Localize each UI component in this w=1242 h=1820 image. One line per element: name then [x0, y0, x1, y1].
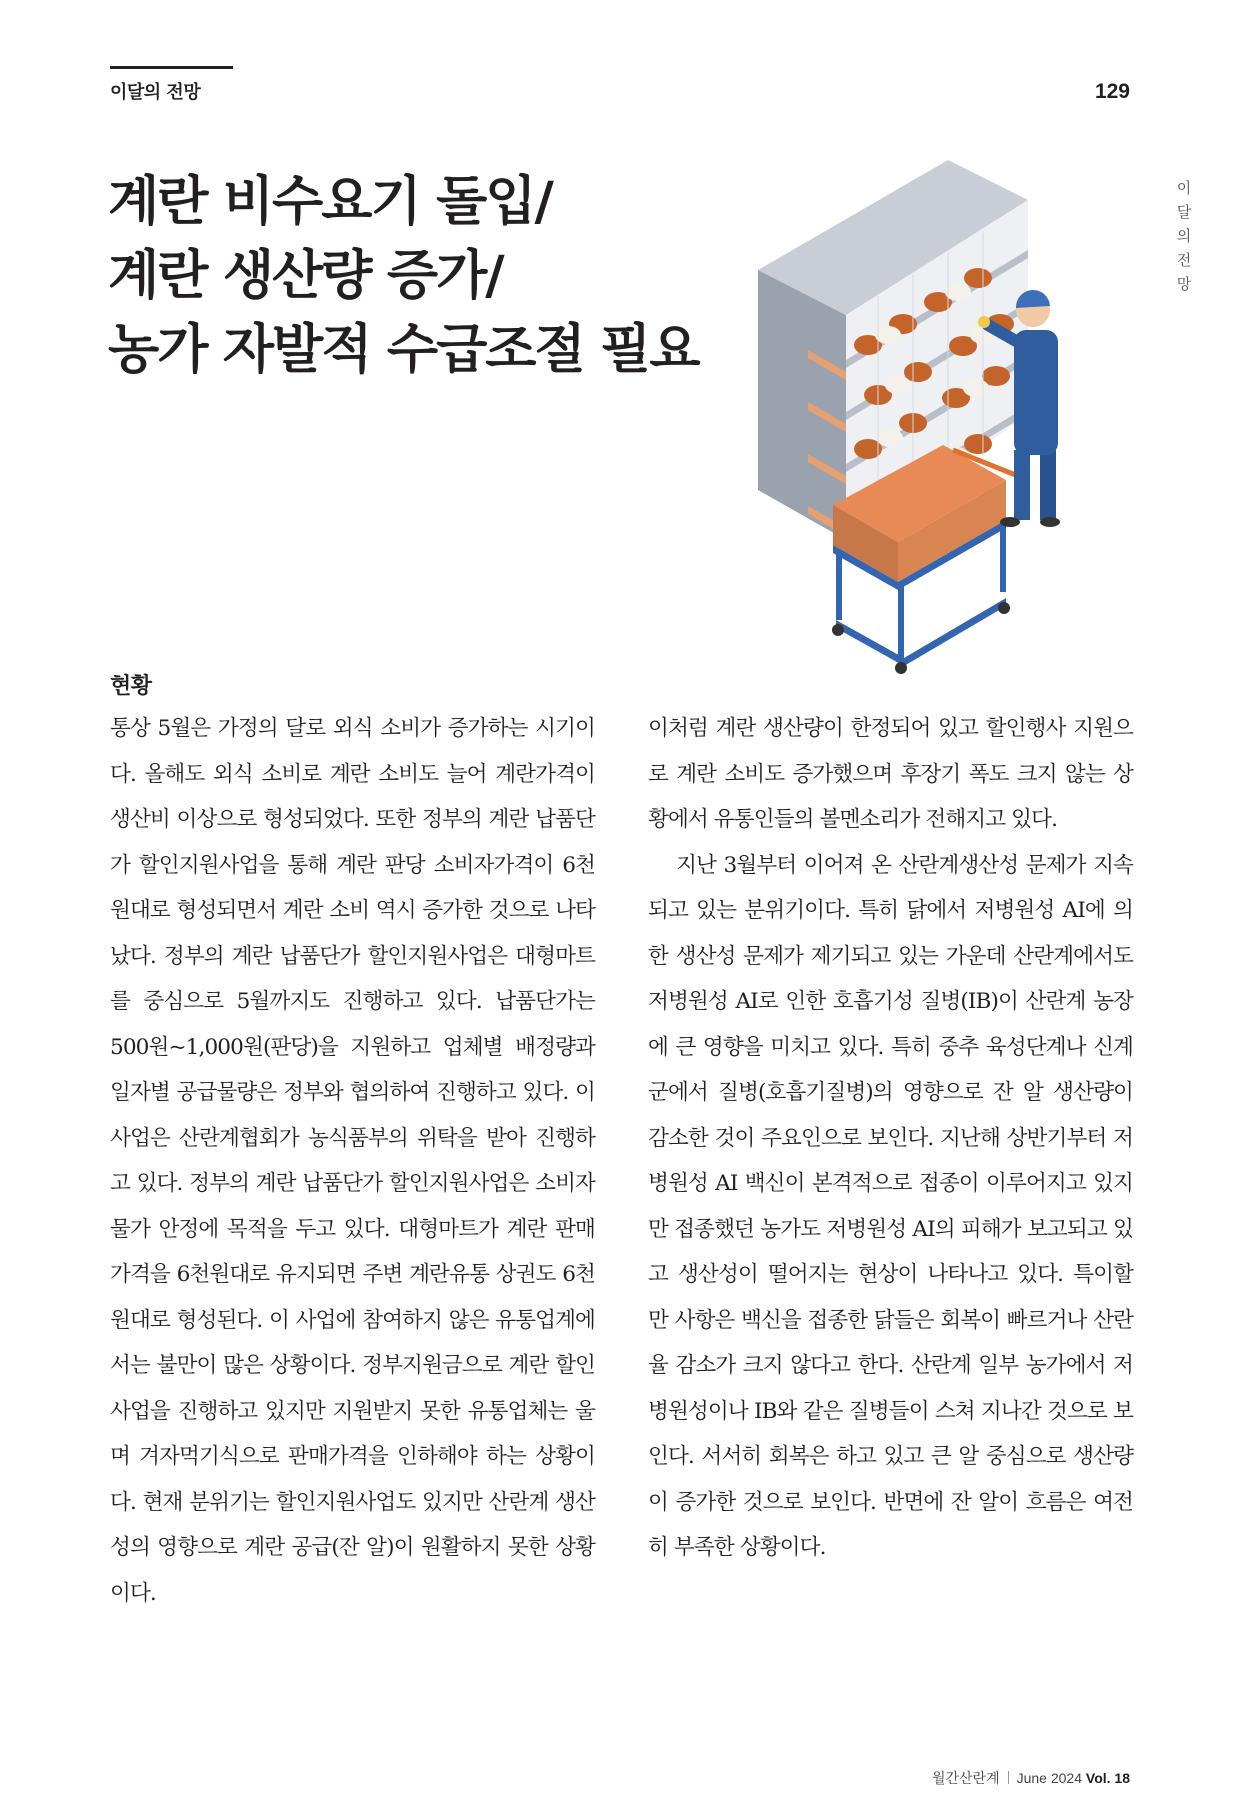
- poultry-farm-illustration: [738, 150, 1108, 685]
- section-subheading: 현황: [110, 674, 152, 699]
- volume-number: Vol. 18: [1085, 1770, 1130, 1786]
- body-column-right: [648, 706, 1133, 1571]
- body-paragraph: 통상 5월은 가정의 달로 외식 소비가 증가하는 시기이다. 올해도 외식 소비로 계란 소비도 늘어 계란가격이 생산비 이상으로 형성되었다. 또한 정부의 계란 납품단가 할인지원사업을 통해 계란 판당 소비자가격이 6천원대로 형성되면서 계란 소비 역시 증가한 것으로 나타났다. 정부의 계란 납품단가 할인지원사업은 대형마트를 중심으로 5월까지도 진행하고 있다. 납품단가는 500원~1,000원(판당)을 지원하고 업체별 배정량과 일자별 공급물량은 정부와 협의하여 진행하고 있다. 이 사업은 산란계협회가 농식품부의 위탁을 받아 진행하고 있다. 정부의 계란 납품단가 할인지원사업은 소비자 물가 안정에 목적을 두고 있다. 대형마트가 계란 판매가격을 6천원대로 유지되면 주변 계란유통 상권도 6천원대로 형성된다. 이 사업에 참여하지 않은 유통업계에서는 불만이 많은 상황이다. 정부지원금으로 계란 할인사업을 진행하고 있지만 지원받지 못한 유통업체는 울며 겨자먹기식으로 판매가격을 인하해야 하는 상황이다. 현재 분위기는 할인지원사업도 있지만 산란계 생산성의 영향으로 계란 공급(잔 알)이 원활하지 못한 상황이다.: [110, 716, 595, 1606]
- page-footer: [932, 1768, 1130, 1788]
- footer-divider: [1008, 1771, 1009, 1784]
- page-number: 129: [1094, 80, 1130, 103]
- body-paragraph: 이처럼 계란 생산량이 한정되어 있고 할인행사 지원으로 계란 소비도 증가했으며 후장기 폭도 크지 않는 상황에서 유통인들의 볼멘소리가 전해지고 있다.: [648, 716, 1133, 832]
- body-column-left: [110, 706, 595, 1616]
- body-paragraph: 지난 3월부터 이어져 온 산란계생산성 문제가 지속되고 있는 분위기이다. 특히 닭에서 저병원성 AI에 의한 생산성 문제가 제기되고 있는 가운데 산란계에서도 저병원성 AI로 인한 호흡기성 질병(IB)이 산란계 농장에 큰 영향을 미치고 있다. 특히 중추 육성단계나 신계군에서 질병(호흡기질병)의 영향으로 잔 알 생산량이 감소한 것이 주요인으로 보인다. 지난해 상반기부터 저병원성 AI 백신이 본격적으로 접종이 이루어지고 있지만 접종했던 농가도 저병원성 AI의 피해가 보고되고 있고 생산성이 떨어지는 현상이 나타나고 있다. 특이할 만 사항은 백신을 접종한 닭들은 회복이 빠르거나 산란율 감소가 크지 않다고 한다. 산란계 일부 농가에서 저병원성이나 IB와 같은 질병들이 스쳐 지나간 것으로 보인다. 서서히 회복은 하고 있고 큰 알 중심으로 생산량이 증가한 것으로 보인다. 반면에 잔 알이 흐름은 여전히 부족한 상황이다.: [648, 852, 1133, 1560]
- issue-date: June 2024: [1016, 1770, 1083, 1786]
- header-rule: [110, 66, 233, 69]
- side-section-label: 이달의 전망: [1176, 179, 1192, 293]
- article-title: 계란 비수요기 돌입/ 계란 생산량 증가/ 농가 자발적 수급조절 필요: [108, 171, 699, 380]
- section-label: 이달의 전망: [110, 82, 201, 103]
- magazine-name: 월간산란계: [931, 1770, 1000, 1786]
